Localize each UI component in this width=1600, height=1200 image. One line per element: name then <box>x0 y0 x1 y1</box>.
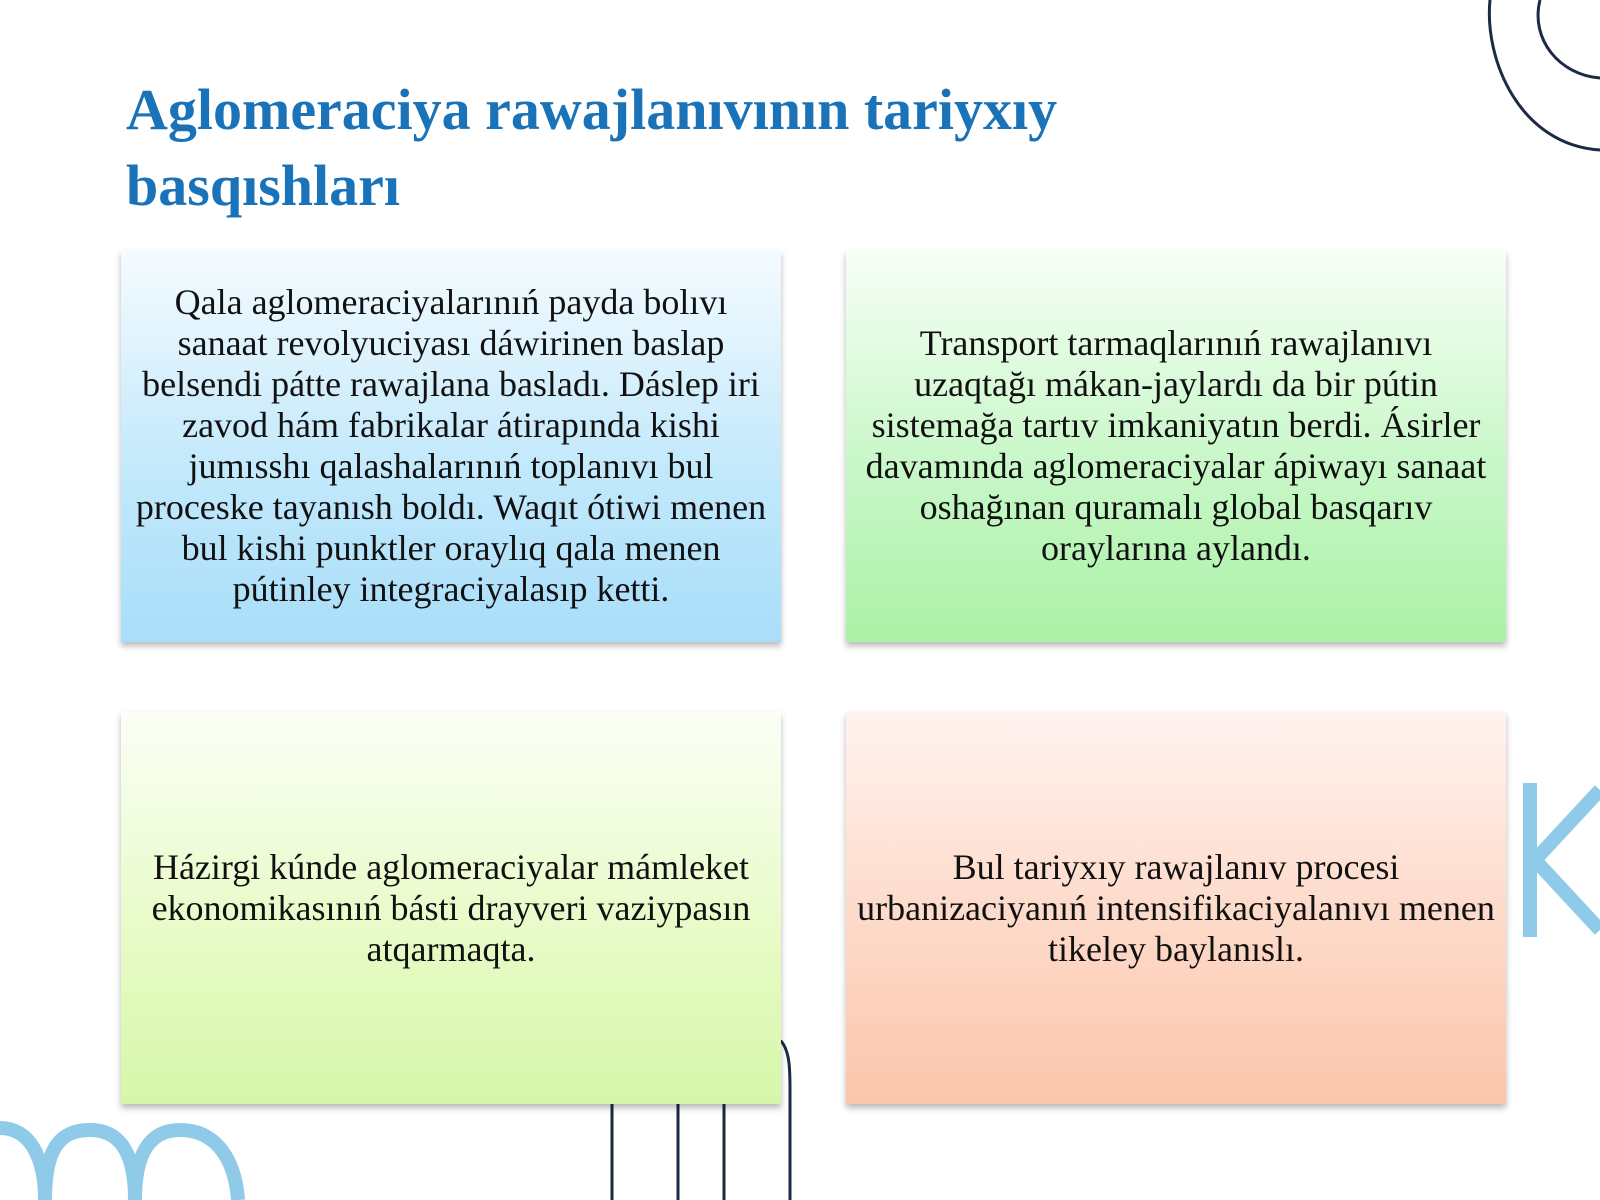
card-text: Házirgi kúnde aglomeraciyalar mámleket ekonomikasınıń básti drayveri vaziypasın atqarmaqta. <box>151 846 751 969</box>
history-card-transport-networks <box>846 250 1506 642</box>
card-text: Transport tarmaqlarınıń rawajlanıvı uzaqtağı mákan-jaylardı da bir pútin sistemağa tartıv imkaniyatın berdi. Ásirler davamında aglomeraciyalar ápiwayı sanaat oshağınan quramalı global basqarıv oraylarına aylandı. <box>865 323 1487 568</box>
card-text: Bul tariyxıy rawajlanıv procesi urbanizaciyanıń intensifikaciyalanıvı menen tikeley baylanıslı. <box>857 846 1495 969</box>
arc-decoration-icon <box>1470 0 1600 160</box>
title-line-2: basqıshları <box>126 153 400 218</box>
card-text: Qala aglomeraciyalarınıń payda bolıvı sanaat revolyuciyası dáwirinen baslap belsendi pátte rawajlana basladı. Dáslep iri zavod hám fabrikalar átirapında kishi jumısshı qalashalarınıń toplanıvı bul proceske tayanısh boldı. Waqıt ótiwi menen bul kishi punktler oraylıq qala menen pútinley integraciyalasıp ketti. <box>135 282 767 609</box>
history-card-industrial-origins <box>121 250 781 642</box>
history-card-economic-driver <box>121 712 781 1104</box>
k-shape-decoration-icon <box>1520 780 1600 940</box>
slide-title <box>126 72 1226 224</box>
loops-decoration-icon <box>0 1118 260 1200</box>
history-card-urbanization-link <box>846 712 1506 1104</box>
title-line-1: Aglomeraciya rawajlanıvının tariyxıy <box>126 77 1058 142</box>
